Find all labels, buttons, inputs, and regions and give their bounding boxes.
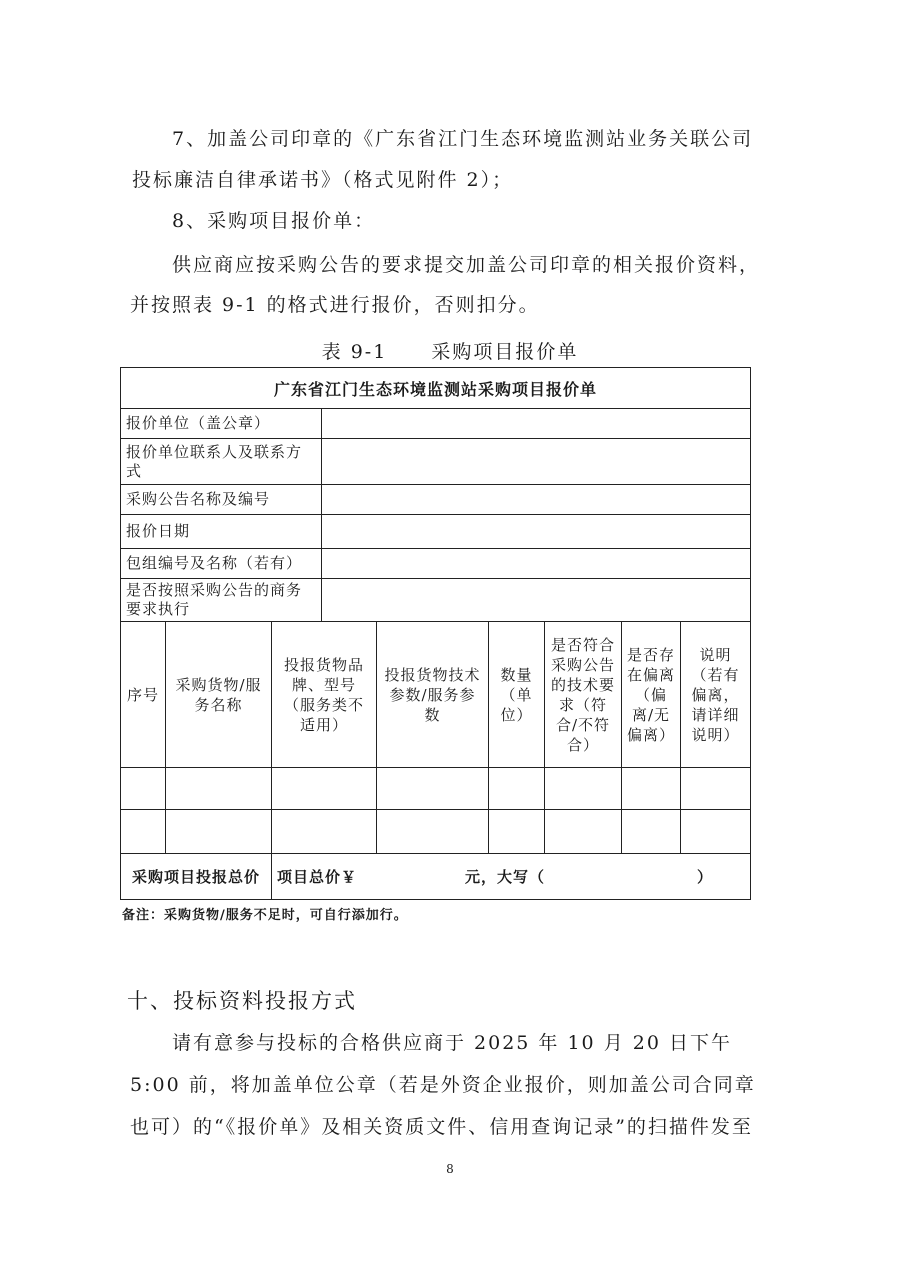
empty-cell[interactable] [681, 768, 751, 810]
quotation-form-table [120, 367, 751, 900]
item-7-line-1: 7、加盖公司印章的《广东省江门生态环境监测站业务关联公司 [172, 128, 754, 150]
header-cell: 是否存在偏离（偏离/无偏离） [622, 622, 681, 768]
form-title: 广东省江门生态环境监测站采购项目报价单 [121, 368, 751, 409]
total-price-cell[interactable] [272, 854, 751, 900]
info-value-cell[interactable] [322, 439, 751, 485]
table-caption [0, 337, 900, 364]
empty-cell[interactable] [121, 810, 166, 854]
empty-cell[interactable] [121, 768, 166, 810]
header-cell: 是否符合采购公告的技术要求（符合/不符合） [545, 622, 622, 768]
info-value-cell[interactable] [322, 409, 751, 439]
total-close-paren: ） [697, 868, 714, 886]
info-value-cell[interactable] [322, 549, 751, 579]
empty-cell[interactable] [622, 768, 681, 810]
empty-cell[interactable] [545, 810, 622, 854]
caption-number: 表 9-1 [321, 341, 388, 363]
item-7-line-2: 投标廉洁自律承诺书》（格式见附件 2）； [132, 169, 514, 191]
info-value-cell[interactable] [322, 579, 751, 622]
total-label: 采购项目投报总价 [121, 854, 272, 900]
section-body: 请有意参与投标的合格供应商于 2025 年 10 月 20 日下午 5:00 前，将加盖单位公章（若是外资企业报价，则加盖公司合同章也可）的“《报价单》及相关资质文件、信用查询记录”的扫描件发至 [130, 1032, 756, 1138]
section-heading: 十、投标资料投报方式 [127, 989, 357, 1013]
empty-cell[interactable] [377, 768, 489, 810]
total-words-label: 元，大写（ [465, 868, 546, 886]
item-8: 8、采购项目报价单： [172, 210, 376, 232]
empty-cell[interactable] [272, 768, 377, 810]
supplier-paragraph: 供应商应按采购公告的要求提交加盖公司印章的相关报价资料，并按照表 9-1 的格式进行报价，否则扣分。 [130, 254, 761, 316]
info-label: 报价单位联系人及联系方式 [121, 439, 322, 485]
table-row [121, 768, 751, 810]
total-price-label: 项目总价￥ [277, 868, 358, 886]
header-cell: 序号 [121, 622, 166, 768]
empty-cell[interactable] [377, 810, 489, 854]
header-cell: 采购货物/服务名称 [166, 622, 272, 768]
empty-cell[interactable] [166, 768, 272, 810]
info-label: 包组编号及名称（若有） [121, 549, 322, 579]
info-label: 是否按照采购公告的商务要求执行 [121, 579, 322, 622]
empty-cell[interactable] [166, 810, 272, 854]
empty-cell[interactable] [545, 768, 622, 810]
table-note: 备注：采购货物/服务不足时，可自行添加行。 [122, 908, 408, 923]
header-cell: 说明（若有偏离，请详细说明） [681, 622, 751, 768]
info-label: 报价单位（盖公章） [121, 409, 322, 439]
info-label: 采购公告名称及编号 [121, 485, 322, 515]
header-cell: 数量（单位） [489, 622, 545, 768]
caption-text: 采购项目报价单 [431, 341, 579, 363]
info-label: 报价日期 [121, 515, 322, 549]
empty-cell[interactable] [489, 810, 545, 854]
table-row [121, 810, 751, 854]
empty-cell[interactable] [681, 810, 751, 854]
empty-cell[interactable] [272, 810, 377, 854]
empty-cell[interactable] [622, 810, 681, 854]
header-cell: 投报货物技术参数/服务参数 [377, 622, 489, 768]
header-cell: 投报货物品牌、型号（服务类不适用） [272, 622, 377, 768]
page-number: 8 [446, 1162, 454, 1176]
info-value-cell[interactable] [322, 515, 751, 549]
empty-cell[interactable] [489, 768, 545, 810]
info-value-cell[interactable] [322, 485, 751, 515]
